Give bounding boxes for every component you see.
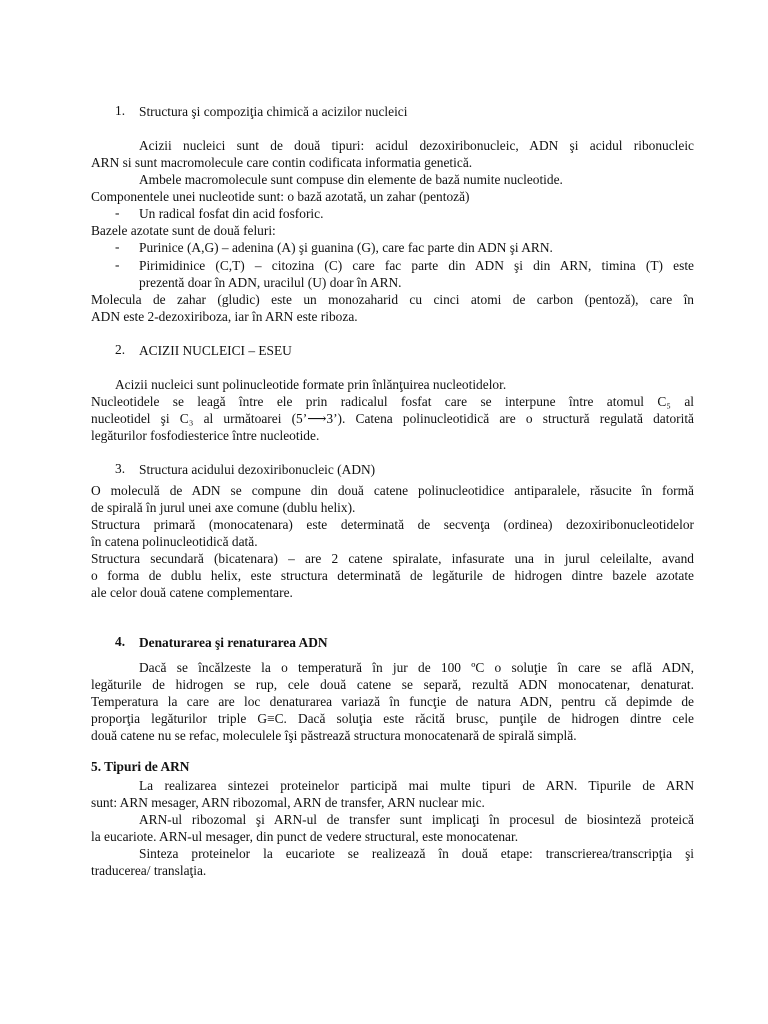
- s5-line-3: ARN-ul ribozomal şi ARN-ul de transfer sunt implicaţi în procesul de biosinteză proteică: [139, 812, 694, 827]
- section-5-title: 5. Tipuri de ARN: [91, 759, 190, 774]
- section-1-title: Structura şi compoziţia chimică a acizilor nucleici: [139, 104, 408, 119]
- s3-line-5: Structura secundară (bicatenara) – are 2 catene spiralate, infasurate una in jurul celeilalte, avand: [91, 551, 694, 566]
- s3-line-4: în catena polinucleotidică dată.: [91, 534, 258, 549]
- s3-line-3: Structura primară (monocatenara) este determinată de secvenţa (ordinea) dezoxiribonucleotidelor: [91, 517, 694, 532]
- s1-line-3: Ambele macromolecule sunt compuse din elemente de bază numite nucleotide.: [139, 172, 563, 187]
- section-2-number: 2.: [115, 342, 126, 357]
- s3-line-2: de spirală în jurul unei axe comune (dublu helix).: [91, 500, 356, 515]
- s5-line-2: sunt: ARN mesager, ARN ribozomal, ARN de transfer, ARN nuclear mic.: [91, 795, 485, 810]
- s2-line-1: Acizii nucleici sunt polinucleotide formate prin înlănţuirea nucleotidelor.: [115, 377, 507, 392]
- s1-bullet-3a: Pirimidinice (C,T) – citozina (C) care fac parte din ADN şi din ARN, timina (T) este: [139, 258, 694, 273]
- s1-line-2: ARN si sunt macromolecule care contin codificata informatia genetică.: [91, 155, 473, 170]
- section-4-title: Denaturarea şi renaturarea ADN: [139, 635, 328, 650]
- bullet-dash: -: [115, 239, 120, 254]
- s2-line-2c: legăturilor fosfodiesterice între nucleotide.: [91, 428, 320, 443]
- s3-line-7: ale celor două catene complementare.: [91, 585, 293, 600]
- s5-line-1: La realizarea sintezei proteinelor participă mai multe tipuri de ARN. Tipurile de ARN: [139, 778, 694, 793]
- s4-line-1: Dacă se încălzeste la o temperatură în jur de 100 ºC o soluţie în care se află ADN,: [139, 660, 694, 675]
- s1-line-5: Bazele azotate sunt de două feluri:: [91, 223, 276, 238]
- s5-line-5: Sinteza proteinelor la eucariote se realizează în două etape: transcrierea/transcripţia şi: [139, 846, 694, 861]
- bullet-dash: -: [115, 257, 120, 272]
- s1-bullet-2: Purinice (A,G) – adenina (A) şi guanina (G), care fac parte din ADN şi ARN.: [139, 240, 553, 255]
- s4-line-5: două catene nu se refac, moleculele îşi păstrează structura monocatenară de spirală simplă.: [91, 728, 577, 743]
- section-3-number: 3.: [115, 461, 126, 476]
- s3-line-1: O moleculă de ADN se compune din două catene polinucleotidice antiparalele, răsucite în formă: [91, 483, 694, 498]
- s4-line-3: Temperatura la care are loc denaturarea variază în funcţie de natura ADN, pentru că depimde de: [91, 694, 694, 709]
- s4-line-2: legăturile de hidrogen se rup, cele două catene se separă, rezultă ADN monocatenar, denaturat.: [91, 677, 694, 692]
- section-1-number: 1.: [115, 103, 126, 118]
- s5-line-4: la eucariote. ARN-ul mesager, din punct de vedere structural, este monocatenar.: [91, 829, 519, 844]
- section-2-title: ACIZII NUCLEICI – ESEU: [139, 343, 292, 358]
- s1-bullet-3b: prezentă doar în ADN, uracilul (U) doar în ARN.: [139, 275, 402, 290]
- s2-line-2b: nucleotidel şi C₃ al următoarei (5’⟶3’). Catena polinucleotidică are o structură regulată datorită: [91, 411, 694, 426]
- s4-line-4: proporţia legăturilor triple G≡C. Dacă soluţia este răcită brusc, punţile de hidrogen dintre cele: [91, 711, 694, 726]
- s1-line-4: Componentele unei nucleotide sunt: o bază azotată, un zahar (pentoză): [91, 189, 470, 204]
- s1-bullet-1: Un radical fosfat din acid fosforic.: [139, 206, 324, 221]
- s1-line-1: Acizii nucleici sunt de două tipuri: acidul dezoxiribonucleic, ADN şi acidul ribonucleic: [139, 138, 694, 153]
- s1-line-6b: ADN este 2-dezoxiriboza, iar în ARN este riboza.: [91, 309, 358, 324]
- s3-line-6: o forma de dublu helix, este structura determinată de legăturile de hidrogen dintre bazele azotate: [91, 568, 694, 583]
- section-4-number: 4.: [115, 634, 126, 649]
- section-3-title: Structura acidului dezoxiribonucleic (ADN): [139, 462, 376, 477]
- s5-line-6: traducerea/ translaţia.: [91, 863, 207, 878]
- bullet-dash: -: [115, 205, 120, 220]
- s1-line-6a: Molecula de zahar (gludic) este un monozaharid cu cinci atomi de carbon (pentoză), care în: [91, 292, 694, 307]
- s2-line-2a: Nucleotidele se leagă între ele prin radicalul fosfat care se interpune între atomul C₅ al: [91, 394, 694, 409]
